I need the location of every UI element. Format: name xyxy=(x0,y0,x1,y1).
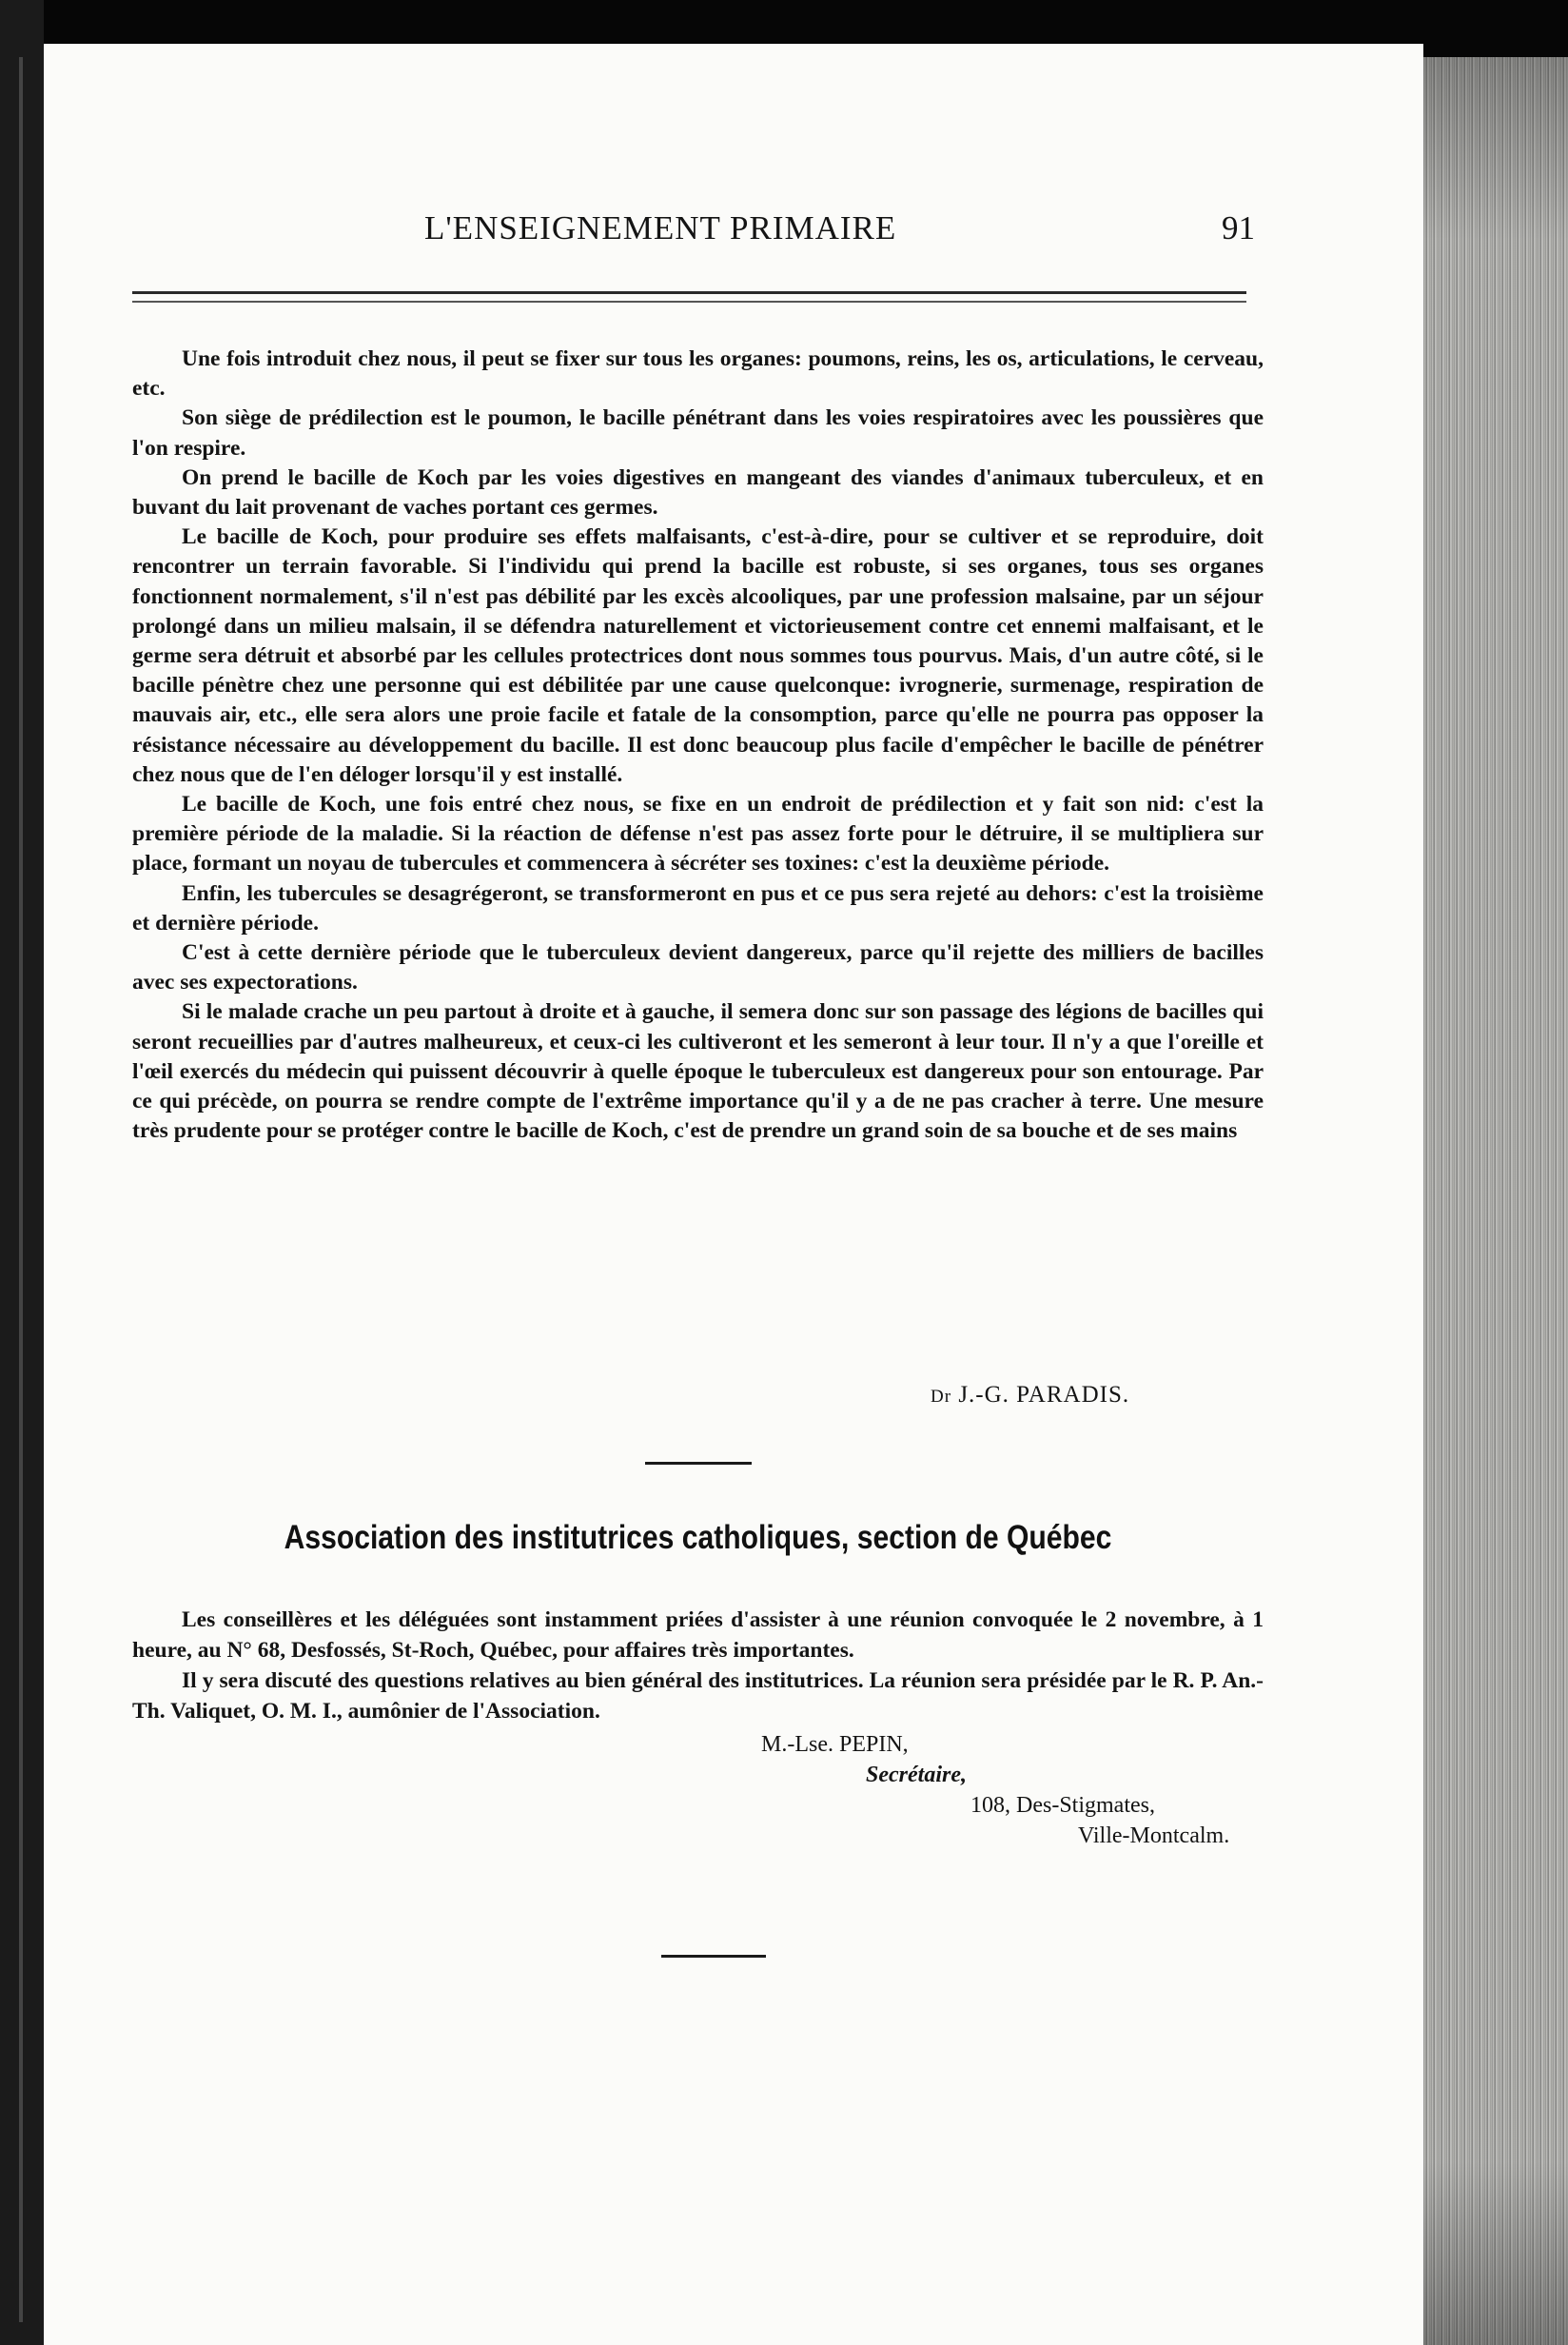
end-separator xyxy=(661,1955,766,1958)
signatory-prefix: M.-Lse. xyxy=(761,1732,833,1757)
address-line-1: 108, Des-Stigmates, xyxy=(970,1793,1155,1818)
notice-signatory xyxy=(761,1732,909,1758)
article-author xyxy=(931,1382,1129,1409)
header-rule-secondary xyxy=(132,301,1246,303)
author-prefix: Dr xyxy=(931,1387,952,1407)
article-paragraph: Une fois introduit chez nous, il peut se fixer sur tous les organes: poumons, reins, les os, articulations, le cerveau, etc. xyxy=(132,346,1264,402)
running-title: L'ENSEIGNEMENT PRIMAIRE xyxy=(424,209,897,246)
page-number: 91 xyxy=(1222,209,1255,246)
address-line-2: Ville-Montcalm. xyxy=(1078,1823,1230,1848)
article-body xyxy=(132,345,1264,1146)
signatory-name: PEPIN, xyxy=(838,1732,909,1757)
article-paragraph: Le bacille de Koch, une fois entré chez nous, se fixe en un endroit de prédilection et y fait son nid: c'est la première période de la maladie. Si la réaction de défense n'est pas assez forte pour le détruire, il se multipliera sur place, formant un noyau de tubercules et commencera à sécréter ses toxines: c'est la deuxième période. xyxy=(132,792,1264,877)
article-paragraph: Le bacille de Koch, pour produire ses effets malfaisants, c'est-à-dire, pour se cultiver et se reproduire, doit rencontrer un terrain favorable. Si l'individu qui prend la bacille est robuste, si ses organes, tous ses organes fonctionnent normalement, s'il n'est pas débilité par les excès alcooliques, par une profession malsaine, par un séjour prolongé dans un milieu malsain, il se défendra naturellement et victorieusement contre cet ennemi malfaisant, et le germe sera détruit et absorbé par les cellules protectrices dont nous sommes tous pourvus. Mais, d'un autre côté, si le bacille pénètre chez une personne qui est débilitée par une cause quelconque: ivrognerie, surmenage, respiration de mauvais air, etc., elle sera alors une proie facile et fatale de la consomption, parce qu'elle ne pourra pas opposer la résistance nécessaire au développement du bacille. Il est donc beaucoup plus facile d'empêcher le bacille de pénétrer chez nous que de l'en déloger lorsqu'il y est installé. xyxy=(132,524,1264,787)
signatory-role: Secrétaire, xyxy=(866,1763,967,1787)
binding-edge xyxy=(0,0,44,2345)
article-paragraph: Enfin, les tubercules se desagrégeront, se transformeront en pus et ce pus sera rejeté au dehors: c'est la troisième et dernière période. xyxy=(132,880,1264,936)
author-name: J.-G. PARADIS. xyxy=(958,1382,1130,1408)
article-paragraph: Son siège de prédilection est le poumon, le bacille pénétrant dans les voies respiratoires avec les poussières que l'on respire. xyxy=(132,405,1264,461)
article-paragraph: Si le malade crache un peu partout à droite et à gauche, il semera donc sur son passage des légions de bacilles qui seront recueillies par d'autres malheureux, et ceux-ci les cultiveront et les semeront à leur tour. Il n'y a que l'oreille et l'œil exercés du médecin qui puissent découvrir à quelle époque le tuberculeux est dangereux pour son entourage. Par ce qui précède, on pourra se rendre compte de l'extrême importance qu'il y a de ne pas cracher à terre. Une mesure très prudente pour se protéger contre le bacille de Koch, c'est de prendre un grand soin de sa bouche et de ses mains xyxy=(132,999,1264,1144)
article-paragraph: On prend le bacille de Koch par les voies digestives en mangeant des viandes d'animaux tuberculeux, et en buvant du lait provenant de vaches portant ces germes. xyxy=(132,464,1264,521)
notice-title: Association des institutrices catholiques, section de Québec xyxy=(284,1519,1112,1556)
header-rule xyxy=(132,291,1246,294)
article-paragraph: C'est à cette dernière période que le tuberculeux devient dangereux, parce qu'il rejette des milliers de bacilles avec ses expectorations. xyxy=(132,940,1264,995)
notice-paragraph: Les conseillères et les déléguées sont instamment priées d'assister à une réunion convoquée le 2 novembre, à 1 heure, au N° 68, Desfossés, St-Roch, Québec, pour affaires très importantes. xyxy=(132,1607,1264,1663)
page-edges xyxy=(1423,57,1568,2345)
section-separator xyxy=(645,1462,752,1465)
notice-body xyxy=(132,1605,1264,1726)
notice-paragraph: Il y sera discuté des questions relatives au bien général des institutrices. La réunion sera présidée par le R. P. An.-Th. Valiquet, O. M. I., aumônier de l'Association. xyxy=(132,1668,1264,1724)
